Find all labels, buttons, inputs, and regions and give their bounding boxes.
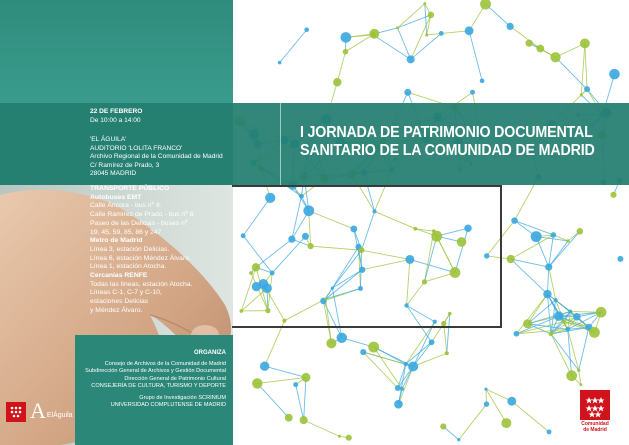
venue-line: C/ Ramírez de Prado, 3 xyxy=(90,161,160,169)
metro-line: Línea 6, estación Méndez Álvaro. xyxy=(90,254,191,262)
bus-line: 19, 45, 59, 85, 86 y 247. xyxy=(90,228,164,236)
cm-line: Comunidad xyxy=(581,421,609,427)
event-title-line-2: SANITARIO DE LA COMUNIDAD DE MADRID xyxy=(300,142,595,159)
bus-line: Calle Ramírez de Prado - bus nº 8. xyxy=(90,211,196,219)
renfe-line: Todas las líneas, estación Atocha. xyxy=(90,280,193,288)
renfe-line: y Méndez Álvaro. xyxy=(90,306,143,314)
event-title-line-1: I JORNADA DE PATRIMONIO DOCUMENTAL xyxy=(300,124,593,141)
el-aguila-letter: A xyxy=(30,398,46,423)
transport-heading: TRANSPORTE PÚBLICO xyxy=(90,185,170,192)
left-column-top xyxy=(0,0,233,103)
comunidad-madrid-logo-right xyxy=(580,390,610,436)
organizer-line: Subdirección General de Archivos y Gestión Documental xyxy=(85,368,226,375)
venue-line: 'EL ÁGUILA' xyxy=(90,136,127,143)
venue-line: Archivo Regional de la Comunidad de Madrid xyxy=(90,153,223,161)
el-aguila-text: ElÁguila xyxy=(46,412,73,419)
bus-line: Paseo de las Delicias - buses nº xyxy=(90,219,188,227)
date-block xyxy=(90,108,142,125)
venue-line: 28045 MADRID xyxy=(90,170,137,178)
organizers-heading: ORGANIZA xyxy=(194,350,226,356)
bus-line: Calle Áncora - bus nº 8. xyxy=(90,202,162,210)
bus-heading: Autobuses EMT xyxy=(90,193,142,201)
renfe-line: estaciones Delicias xyxy=(90,298,149,306)
organizers-block xyxy=(80,350,226,409)
renfe-line: Líneas C-1, C-7 y C-10, xyxy=(90,289,162,297)
event-date: 22 DE FEBRERO xyxy=(90,108,143,115)
band-divider xyxy=(280,103,281,185)
frame-rectangle xyxy=(232,185,502,328)
organizer-line: CONSEJERÍA DE CULTURA, TURISMO Y DEPORTE xyxy=(91,382,226,389)
metro-line: Línea 1, estación Atocha. xyxy=(90,263,167,271)
cm-line: de Madrid xyxy=(583,426,607,433)
organizer-line: Dirección General de Patrimonio Cultural xyxy=(124,375,226,382)
event-title xyxy=(300,124,594,160)
organizer-line: UNIVERSIDAD COMPLUTENSE DE MADRID xyxy=(110,402,226,409)
madrid-flag-icon xyxy=(580,390,610,420)
organizer-line: Consejo de Archivos de la Comunidad de Madrid xyxy=(104,361,226,368)
transport-block xyxy=(90,185,195,316)
metro-line: Línea 3, estación Delicias. xyxy=(90,245,170,253)
el-aguila-logo xyxy=(30,400,73,422)
organizer-line: Grupo de Investigación SCRINIUM xyxy=(139,395,226,402)
metro-heading: Metro de Madrid xyxy=(90,237,143,245)
event-time: De 10:00 a 14:00 xyxy=(90,116,141,124)
venue-block xyxy=(90,136,223,179)
comunidad-madrid-logo xyxy=(6,402,26,422)
venue-line: AUDITORIO 'LOLITA FRANCO' xyxy=(90,144,183,152)
renfe-heading: Cercanías RENFE xyxy=(90,272,148,280)
comunidad-madrid-text xyxy=(580,422,610,433)
